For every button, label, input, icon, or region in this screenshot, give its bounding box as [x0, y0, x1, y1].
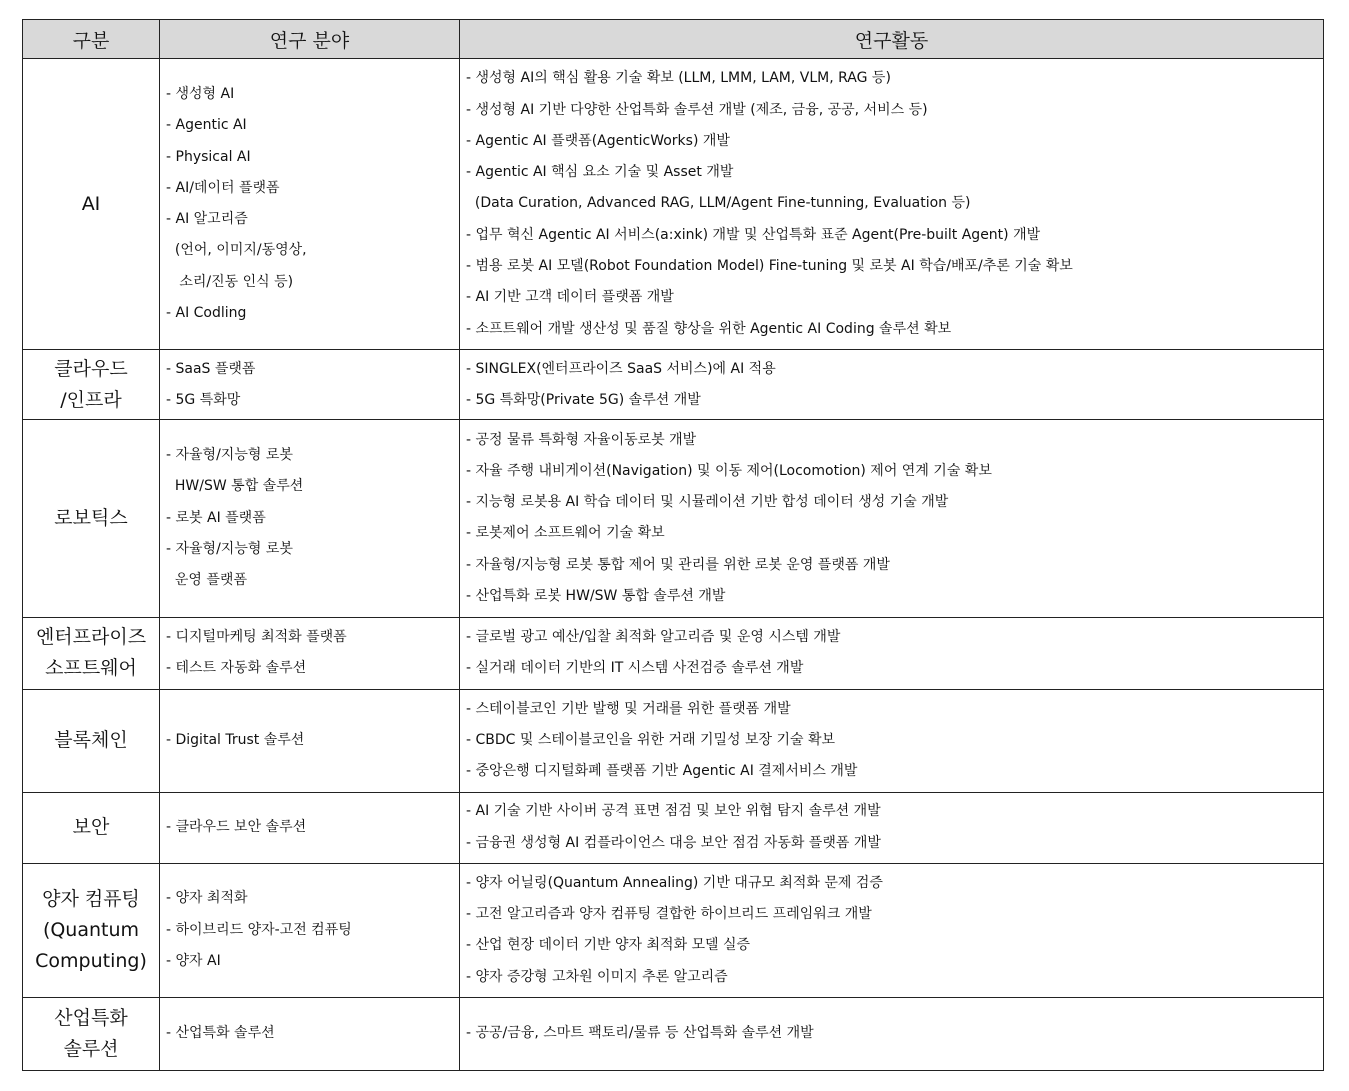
research-field-cell	[160, 863, 460, 997]
research-activity-cell	[460, 350, 1324, 420]
research-activity-cell	[460, 997, 1324, 1070]
research-activity-item: - Agentic AI 플랫폼(AgenticWorks) 개발	[466, 132, 730, 149]
table-row	[23, 997, 1324, 1070]
research-activity-list	[460, 63, 1323, 345]
research-activity-list	[460, 354, 1323, 417]
research-activity-cell	[460, 59, 1324, 350]
research-field-item: - Digital Trust 솔루션	[166, 731, 305, 748]
research-activity-list	[460, 425, 1323, 613]
research-activity-item: - 금융권 생성형 AI 컴플라이언스 대응 보안 점검 자동화 플랫폼 개발	[466, 834, 881, 851]
research-field-item: - 디지털마케팅 최적화 플랫폼	[166, 628, 347, 645]
research-field-item: - 자율형/지능형 로봇	[166, 447, 293, 464]
research-activity-list	[460, 796, 1323, 859]
research-activity-item: - SINGLEX(엔터프라이즈 SaaS 서비스)에 AI 적용	[466, 360, 776, 377]
category-cell: 산업특화 솔루션	[23, 997, 160, 1070]
research-field-item: HW/SW 통합 솔루션	[166, 478, 304, 495]
research-activity-item: - 양자 어닐링(Quantum Annealing) 기반 대규모 최적화 문제 검증	[466, 874, 883, 891]
header-research-activity: 연구활동	[460, 20, 1324, 59]
research-field-item: - 자율형/지능형 로봇	[166, 541, 293, 558]
research-activity-list	[460, 622, 1323, 685]
research-field-list	[160, 622, 459, 685]
research-activity-item: - 스테이블코인 기반 발행 및 거래를 위한 플랫폼 개발	[466, 700, 791, 717]
research-activity-item: - 양자 증강형 고차원 이미지 추론 알고리즘	[466, 968, 728, 985]
research-activity-item: - CBDC 및 스테이블코인을 위한 거래 기밀성 보장 기술 확보	[466, 731, 836, 748]
research-field-item: - 클라우드 보안 솔루션	[166, 819, 307, 836]
research-field-list	[160, 79, 459, 329]
table-row	[23, 617, 1324, 689]
research-field-list	[160, 725, 459, 756]
research-field-item: - Agentic AI	[166, 117, 247, 134]
research-activity-cell	[460, 863, 1324, 997]
research-field-cell	[160, 689, 460, 792]
research-activity-item: - 자율 주행 내비게이션(Navigation) 및 이동 제어(Locomotion) 제어 연계 기술 확보	[466, 462, 992, 479]
category-cell: 로보틱스	[23, 420, 160, 617]
header-row	[23, 20, 1324, 59]
research-field-item: - AI 알고리즘	[166, 211, 248, 228]
header-research-field: 연구 분야	[160, 20, 460, 59]
research-activity-item: - Agentic AI 핵심 요소 기술 및 Asset 개발	[466, 164, 734, 181]
research-field-list	[160, 883, 459, 977]
research-activity-item: - 실거래 데이터 기반의 IT 시스템 사전검증 솔루션 개발	[466, 660, 804, 677]
research-field-item: - 로봇 AI 플랫폼	[166, 509, 266, 526]
research-activity-list	[460, 868, 1323, 993]
research-activity-cell	[460, 420, 1324, 617]
research-field-item: - 양자 최적화	[166, 890, 248, 907]
research-table	[22, 19, 1324, 1071]
table-row	[23, 350, 1324, 420]
research-activity-cell	[460, 689, 1324, 792]
table-row	[23, 792, 1324, 863]
research-field-item: - AI/데이터 플랫폼	[166, 179, 280, 196]
research-field-item: - 5G 특화망	[166, 391, 241, 408]
research-activity-item: - 공정 물류 특화형 자율이동로봇 개발	[466, 431, 697, 448]
research-activity-item: - 산업특화 로봇 HW/SW 통합 솔루션 개발	[466, 588, 726, 605]
research-field-cell	[160, 420, 460, 617]
research-activity-item: - 자율형/지능형 로봇 통합 제어 및 관리를 위한 로봇 운영 플랫폼 개발	[466, 556, 890, 573]
research-field-item: 소리/진동 인식 등)	[166, 273, 294, 290]
research-field-cell	[160, 350, 460, 420]
research-activity-cell	[460, 617, 1324, 689]
research-activity-list	[460, 1018, 1323, 1049]
research-activity-item: - 범용 로봇 AI 모델(Robot Foundation Model) Fine-tuning 및 로봇 AI 학습/배포/추론 기술 확보	[466, 258, 1073, 275]
research-field-item: 운영 플랫폼	[166, 572, 247, 589]
category-cell: 보안	[23, 792, 160, 863]
research-field-item: - 하이브리드 양자-고전 컴퓨팅	[166, 921, 352, 938]
research-activity-item: - 업무 혁신 Agentic AI 서비스(a:xink) 개발 및 산업특화 표준 Agent(Pre-built Agent) 개발	[466, 226, 1041, 243]
table-row	[23, 863, 1324, 997]
research-field-cell	[160, 997, 460, 1070]
research-activity-item: - 5G 특화망(Private 5G) 솔루션 개발	[466, 391, 701, 408]
table-body	[23, 59, 1324, 1071]
research-activity-item: - 생성형 AI 기반 다양한 산업특화 솔루션 개발 (제조, 금융, 공공, 서비스 등)	[466, 101, 928, 118]
research-field-list	[160, 440, 459, 596]
header-category: 구분	[23, 20, 160, 59]
research-field-item: (언어, 이미지/동영상,	[166, 242, 307, 259]
research-field-item: - 테스트 자동화 솔루션	[166, 660, 307, 677]
research-field-list	[160, 812, 459, 843]
research-activity-item: - 로봇제어 소프트웨어 기술 확보	[466, 525, 665, 542]
research-field-item: - Physical AI	[166, 148, 251, 165]
research-activity-item: - 산업 현장 데이터 기반 양자 최적화 모델 실증	[466, 937, 751, 954]
research-field-item: - SaaS 플랫폼	[166, 360, 256, 377]
research-activity-list	[460, 694, 1323, 788]
category-cell: AI	[23, 59, 160, 350]
research-activity-item: - AI 기반 고객 데이터 플랫폼 개발	[466, 289, 674, 306]
research-field-cell	[160, 59, 460, 350]
research-activity-item: - 지능형 로봇용 AI 학습 데이터 및 시뮬레이션 기반 합성 데이터 생성 기술 개발	[466, 494, 949, 511]
research-activity-item: - 중앙은행 디지털화폐 플랫폼 기반 Agentic AI 결제서비스 개발	[466, 763, 858, 780]
research-field-list	[160, 354, 459, 417]
research-field-list	[160, 1018, 459, 1049]
category-cell: 블록체인	[23, 689, 160, 792]
research-activity-item: - 소프트웨어 개발 생산성 및 품질 향상을 위한 Agentic AI Coding 솔루션 확보	[466, 320, 952, 337]
research-field-item: - 생성형 AI	[166, 85, 235, 102]
research-activity-item: - 생성형 AI의 핵심 활용 기술 확보 (LLM, LMM, LAM, VLM, RAG 등)	[466, 70, 891, 87]
research-field-item: - AI Codling	[166, 305, 247, 322]
table-row	[23, 420, 1324, 617]
table-row	[23, 689, 1324, 792]
category-cell: 엔터프라이즈 소프트웨어	[23, 617, 160, 689]
research-activity-item: - 공공/금융, 스마트 팩토리/물류 등 산업특화 솔루션 개발	[466, 1025, 814, 1042]
research-activity-item: - 고전 알고리즘과 양자 컴퓨팅 결합한 하이브리드 프레임워크 개발	[466, 906, 872, 923]
category-cell: 양자 컴퓨팅 (Quantum Computing)	[23, 863, 160, 997]
category-cell: 클라우드 /인프라	[23, 350, 160, 420]
research-activity-item: - AI 기술 기반 사이버 공격 표면 점검 및 보안 위협 탐지 솔루션 개발	[466, 803, 881, 820]
research-field-item: - 산업특화 솔루션	[166, 1025, 275, 1042]
research-activity-item: - 글로벌 광고 예산/입찰 최적화 알고리즘 및 운영 시스템 개발	[466, 628, 841, 645]
table-row	[23, 59, 1324, 350]
research-field-cell	[160, 792, 460, 863]
research-activity-cell	[460, 792, 1324, 863]
research-field-cell	[160, 617, 460, 689]
research-field-item: - 양자 AI	[166, 952, 221, 969]
research-activity-item: (Data Curation, Advanced RAG, LLM/Agent Fine-tunning, Evaluation 등)	[466, 195, 971, 212]
